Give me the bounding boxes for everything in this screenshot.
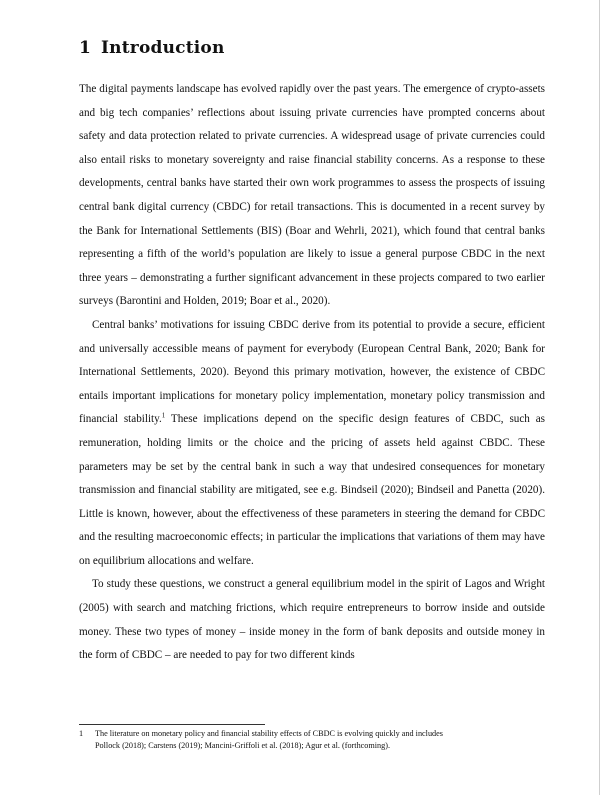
paragraph-1: The digital payments landscape has evolved rapidly over the past years. The emergence of crypto-assets and big tech companies’ reflections about issuing private currencies have prompted concerns about safety and data protection related to private currencies. A widespread usage of private currencies could also entail risks to monetary sovereignty and raise financial stability concerns. As a response to these developments, central banks have started their own work programmes to assess the prospects of issuing central bank digital currency (CBDC) for retail transactions. This is documented in a recent survey by the Bank for International Settlements (BIS) (Boar and Wehrli, 2021), which found that central banks representing a fifth of the world’s population are likely to issue a general purpose CBDC in the next three years – demonstrating a further significant advancement in these projects compared to two earlier surveys (Barontini and Holden, 2019; Boar et al., 2020).	[79, 83, 545, 308]
section-title: Introduction	[101, 38, 225, 58]
section-number: 1	[79, 38, 92, 58]
footnote	[79, 728, 545, 751]
footnote-number: 1	[79, 729, 84, 738]
footnote-text-line-2: Pollock (2018); Carstens (2019); Mancini-Griffoli et al. (2018); Agur et al. (forthcoming).	[95, 740, 390, 750]
paragraph-2	[79, 314, 545, 574]
paragraph-2-part-2: These implications depend on the specific design features of CBDC, such as remuneration, holding limits or the choice and the pricing of assets held against CBDC. These parameters may be set by the central bank in such a way that undesired consequences for monetary transmission and financial stability are mitigated, see e.g. Bindseil (2020); Bindseil and Panetta (2020). Little is known, however, about the effectiveness of these parameters in steering the demand for CBDC and the resulting macroeconomic effects; in particular the implications that variations of them may have on equilibrium allocations and welfare.	[79, 413, 545, 567]
footnote-reference: 1	[161, 411, 166, 420]
body-text	[79, 78, 545, 668]
paragraph-2-part-1: Central banks’ motivations for issuing CBDC derive from its potential to provide a secure, efficient and universally accessible means of payment for everybody (European Central Bank, 2020; Bank for International Settlements, 2020). Beyond this primary motivation, however, the existence of CBDC entails important implications for monetary policy implementation, monetary policy transmission and financial stability.	[79, 318, 545, 426]
footnote-divider	[79, 724, 265, 725]
section-heading	[79, 38, 225, 58]
paragraph-3: To study these questions, we construct a general equilibrium model in the spirit of Lagos and Wright (2005) with search and matching frictions, which require entrepreneurs to borrow inside and outside money. These two types of money – inside money in the form of bank deposits and outside money in the form of CBDC – are needed to pay for two different kinds	[79, 578, 545, 662]
footnote-text-line-1: The literature on monetary policy and financial stability effects of CBDC is evolving quickly and includes	[95, 729, 443, 738]
